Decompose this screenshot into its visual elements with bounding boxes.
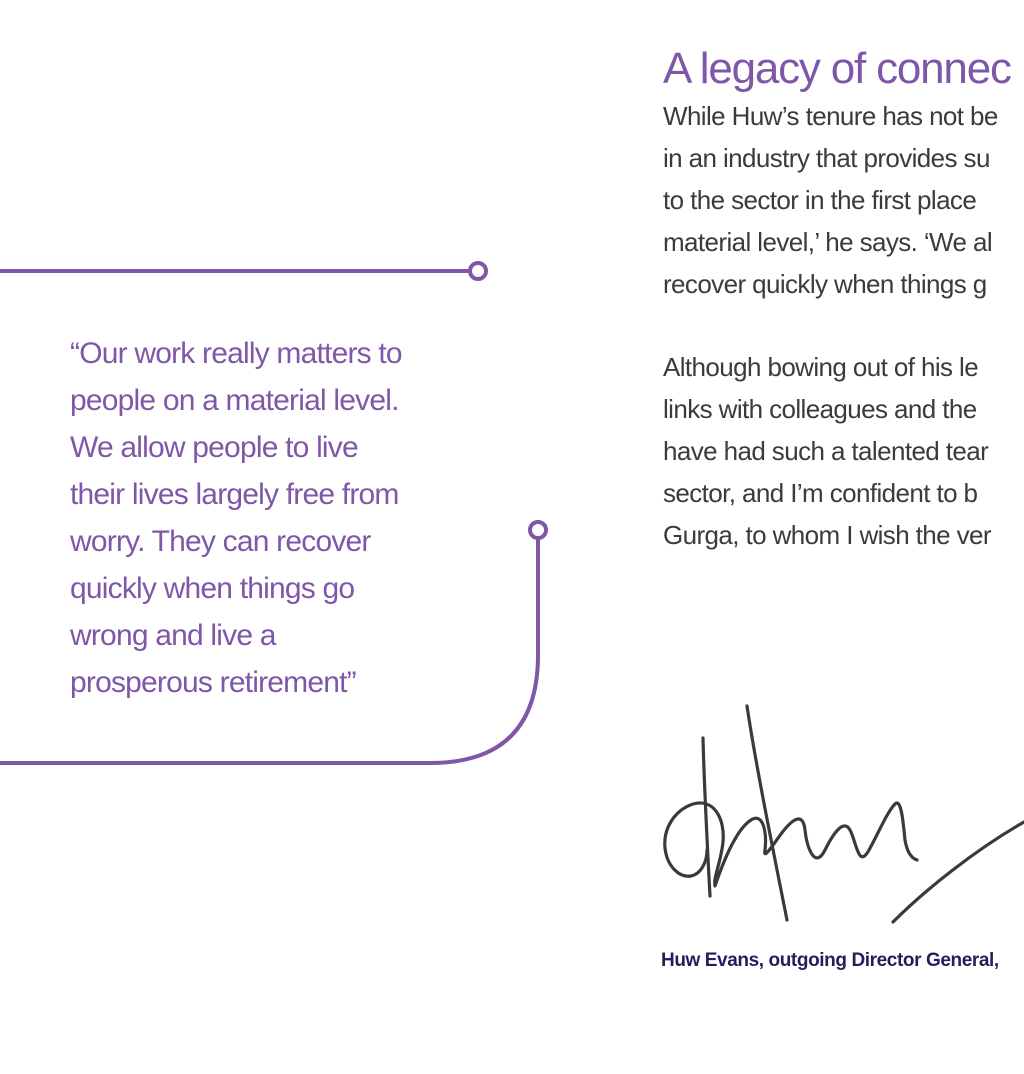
quote-line: worry. They can recover (70, 525, 371, 558)
quote-line: their lives largely free from (70, 478, 399, 511)
paragraph-line: Although bowing out of his le (663, 352, 979, 382)
pull-quote (70, 330, 450, 706)
signature-icon (655, 700, 1024, 930)
quote-line: We allow people to live (70, 431, 358, 464)
paragraph-line: have had such a talented tear (663, 436, 989, 466)
article-paragraph-1 (663, 95, 1024, 305)
quote-line: “Our work really matters to (70, 337, 402, 370)
right-connector-dot (530, 522, 546, 538)
paragraph-line: links with colleagues and the (663, 394, 977, 424)
signature-stroke (703, 738, 710, 896)
signature-stroke (665, 848, 707, 876)
article-heading: A legacy of connec (663, 44, 1011, 93)
signature-stroke (893, 822, 1024, 922)
signature-stroke (747, 706, 787, 920)
article-paragraph-2 (663, 346, 1024, 556)
quote-line: people on a material level. (70, 384, 399, 417)
top-connector-dot (470, 263, 486, 279)
paragraph-line: material level,’ he says. ‘We al (663, 227, 993, 257)
paragraph-line: recover quickly when things g (663, 269, 987, 299)
paragraph-line: in an industry that provides su (663, 143, 990, 173)
paragraph-line: While Huw’s tenure has not be (663, 101, 998, 131)
signature-caption: Huw Evans, outgoing Director General, (661, 950, 999, 971)
paragraph-line: Gurga, to whom I wish the ver (663, 520, 991, 550)
quote-line: wrong and live a (70, 619, 276, 652)
paragraph-line: sector, and I’m confident to b (663, 478, 978, 508)
quote-line: prosperous retirement” (70, 666, 356, 699)
paragraph-line: to the sector in the first place (663, 185, 977, 215)
quote-line: quickly when things go (70, 572, 355, 605)
signature-stroke (665, 803, 917, 886)
